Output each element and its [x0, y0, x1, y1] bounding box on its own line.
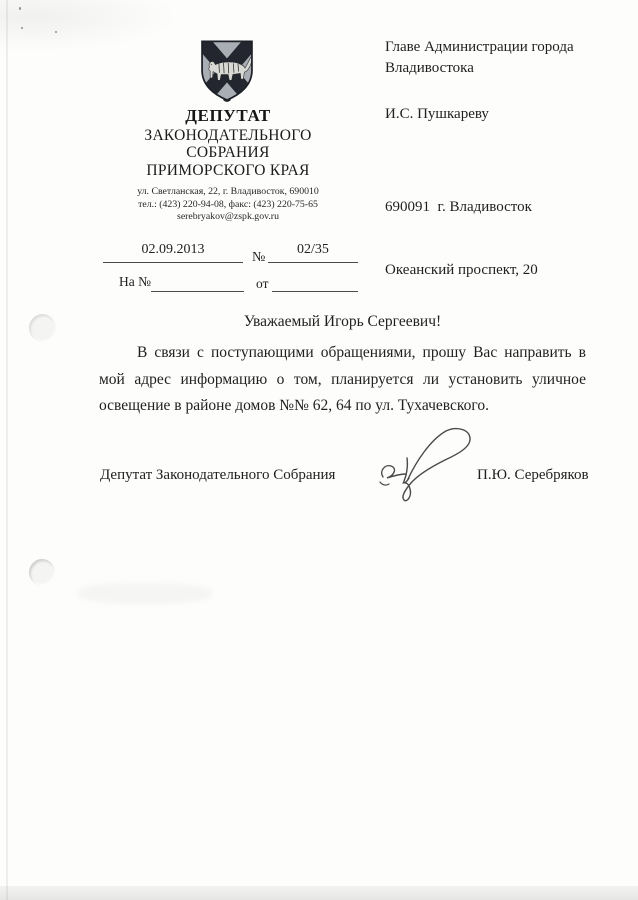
- letterhead-title-block: [93, 107, 363, 179]
- recipient-org-line: Владивостока: [385, 60, 474, 76]
- recipient-name: И.С. Пушкареву: [385, 106, 489, 122]
- scan-speck: [21, 27, 23, 29]
- reply-from-date-field: [272, 272, 358, 292]
- recipient-postal-city: 690091 г. Владивосток: [385, 199, 532, 215]
- scan-speck: [55, 31, 57, 33]
- letter-number-field: 02/35: [268, 242, 358, 263]
- signatory-position: Депутат Законодательного Собрания: [100, 467, 336, 483]
- letterhead-title-line: ПРИМОРСКОГО КРАЯ: [146, 161, 310, 179]
- primorsky-krai-coat-of-arms-icon: [198, 39, 256, 103]
- signatory-name: П.Ю. Серебряков: [477, 467, 589, 483]
- letterhead-address-block: [93, 186, 363, 224]
- reply-from-date-label: от: [256, 276, 269, 291]
- hole-punch: [29, 314, 56, 342]
- letterhead-email: serebryakov@zspk.gov.ru: [177, 211, 279, 222]
- letterhead-phone-fax: тел.: (423) 220-94-08, факс: (423) 220-75-65: [138, 198, 318, 210]
- letterhead-title-line: ЗАКОНОДАТЕЛЬНОГО: [144, 126, 312, 144]
- letter-body-paragraph: В связи с поступающими обращениями, прошу Вас направить в мой адрес информацию о том, планируется ли установить уличное освещение в районе домов №№ 62, 64 по ул. Тухачевского.: [99, 344, 586, 414]
- handwritten-signature: [370, 426, 478, 504]
- letterhead-title: ДЕПУТАТ: [185, 106, 271, 125]
- recipient-org-line: Главе Администрации города: [385, 39, 574, 55]
- letterhead-title-line: СОБРАНИЯ: [186, 144, 270, 161]
- scan-bottom-edge-shadow: [0, 886, 638, 900]
- scan-speck: [19, 7, 21, 10]
- salutation: Уважаемый Игорь Сергеевич!: [243, 313, 442, 330]
- scan-left-edge-line: [6, 0, 8, 900]
- letterhead-street-address: ул. Светланская, 22, г. Владивосток, 690010: [137, 186, 319, 197]
- scan-artifact-smudge: [78, 583, 212, 604]
- recipient-address: [385, 155, 538, 323]
- scan-corner-shade: [0, 0, 190, 55]
- letter-number-label: №: [252, 250, 266, 265]
- recipient-street: Океанский проспект, 20: [385, 262, 538, 278]
- hole-punch: [29, 559, 55, 586]
- letter-date-field: 02.09.2013: [103, 242, 243, 263]
- recipient-organization: [385, 37, 574, 79]
- reply-to-number-field: [151, 272, 244, 292]
- reply-to-number-label: На №: [119, 274, 151, 289]
